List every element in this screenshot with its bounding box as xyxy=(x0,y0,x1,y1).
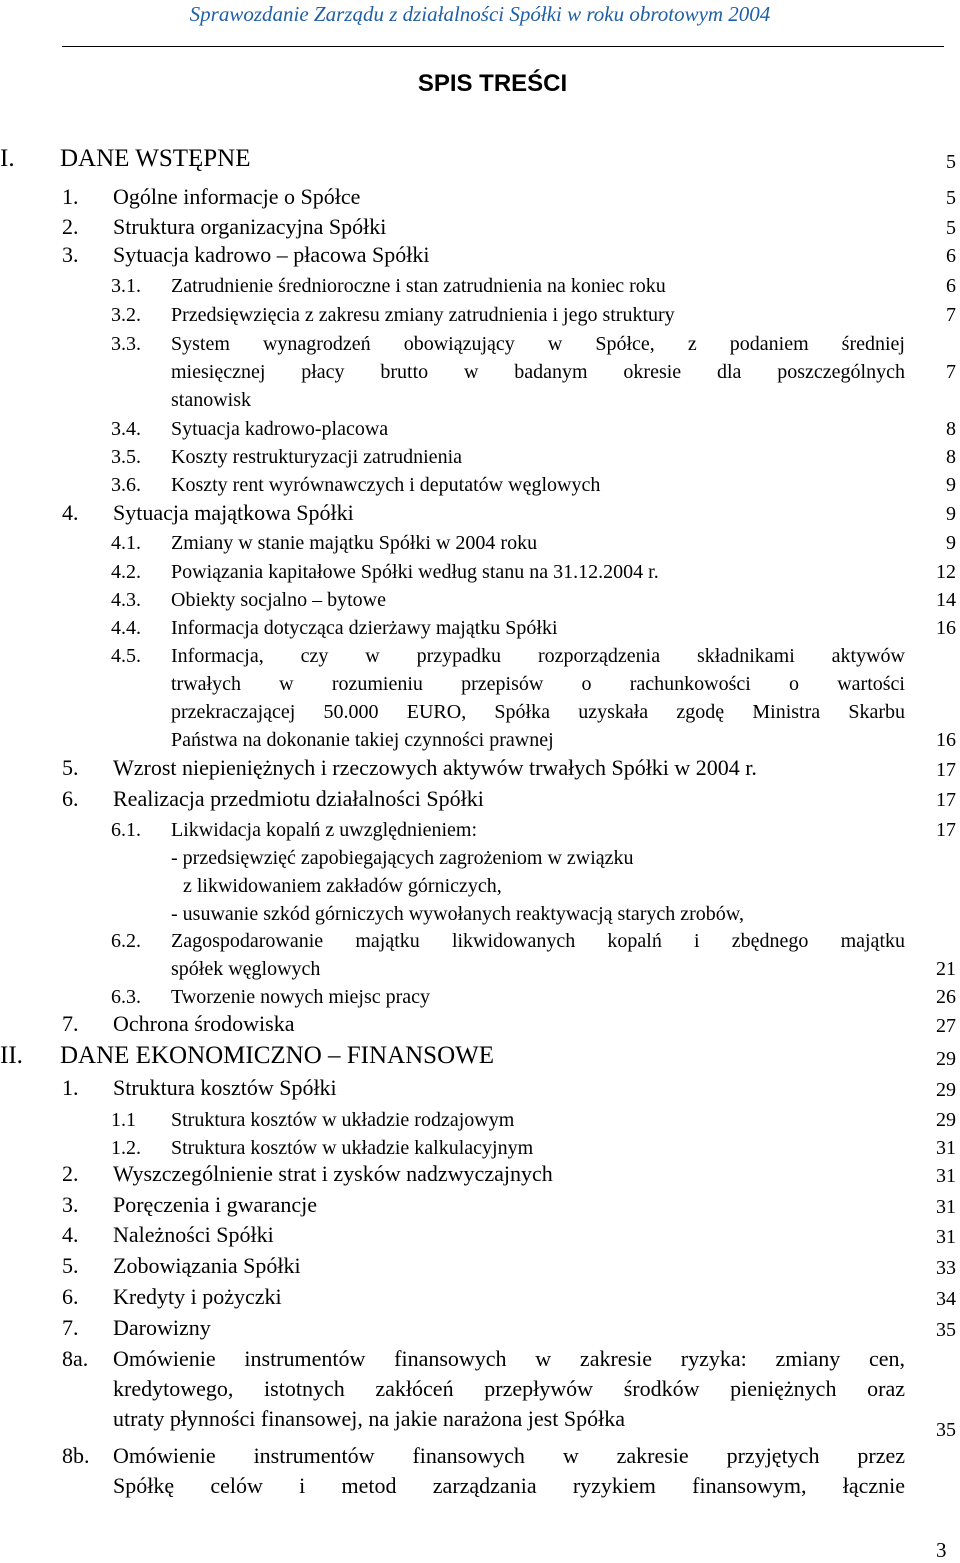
toc-entry-page: 9 xyxy=(946,532,956,554)
toc-entry-number: 3.5. xyxy=(111,446,141,468)
toc-entry-page: 17 xyxy=(936,759,956,781)
toc-entry-title-line: Tworzenie nowych miejsc pracy xyxy=(171,986,431,1008)
toc-entry-page: 9 xyxy=(946,474,956,496)
toc-entry-title-line: Obiekty socjalno – bytowe xyxy=(171,589,386,611)
page-title: SPIS TREŚCI xyxy=(417,70,568,97)
toc-entry-number: 6. xyxy=(62,786,79,811)
toc-entry-number: 3.3. xyxy=(111,333,141,355)
toc-entry-page: 7 xyxy=(946,304,956,326)
toc-entry-title-line: Zobowiązania Spółki xyxy=(113,1253,301,1278)
toc-entry-title-line: Poręczenia i gwarancje xyxy=(113,1192,317,1217)
toc-entry-title-line: Omówienie instrumentów finansowych w zakresie przyjętych przez xyxy=(113,1443,905,1468)
running-header: Sprawozdanie Zarządu z działalności Spółki w roku obrotowym 2004 xyxy=(189,2,771,26)
toc-entry-page: 33 xyxy=(936,1257,956,1279)
toc-entry-title-line: Ochrona środowiska xyxy=(113,1011,295,1036)
toc-entry-page: 17 xyxy=(936,789,956,811)
toc-entry-number: 4.1. xyxy=(111,532,141,554)
toc-entry-page: 16 xyxy=(936,617,956,639)
toc-entry-page: 21 xyxy=(936,958,956,980)
toc-entry-page: 8 xyxy=(946,418,956,440)
toc-entry-number: II. xyxy=(0,1042,23,1069)
toc-entry-page: 31 xyxy=(936,1226,956,1248)
toc-entry-number: 6. xyxy=(62,1284,79,1309)
toc-entry-title-line: Sytuacja kadrowo-placowa xyxy=(171,418,389,440)
toc-entry-page: 31 xyxy=(936,1165,956,1187)
toc-entry-title-line: przekraczającej 50.000 EURO, Spółka uzyskała zgodę Ministra Skarbu xyxy=(171,701,905,723)
toc-entry-page: 9 xyxy=(946,503,956,525)
toc-entry-page: 35 xyxy=(936,1419,956,1441)
toc-entry-title-line: System wynagrodzeń obowiązujący w Spółce, z podaniem średniej xyxy=(171,333,905,355)
toc-entry-title-line: Ogólne informacje o Spółce xyxy=(113,184,361,209)
toc-entry-page: 35 xyxy=(936,1319,956,1341)
toc-entry-title-line: Struktura organizacyjna Spółki xyxy=(113,214,387,239)
toc-entry-number: I. xyxy=(0,145,15,172)
toc-entry-number: 3. xyxy=(62,242,79,267)
toc-entry-title-line: Informacja dotycząca dzierżawy majątku Spółki xyxy=(171,617,558,639)
toc-entry-number: 8b. xyxy=(62,1443,90,1468)
toc-entry-number: 4. xyxy=(62,500,79,525)
toc-entry-title-line: Przedsięwzięcia z zakresu zmiany zatrudnienia i jego struktury xyxy=(171,304,675,326)
toc-entry-number: 3. xyxy=(62,1192,79,1217)
toc-entry-page: 5 xyxy=(946,187,956,209)
toc-entry-title-line: kredytowego, istotnych zakłóceń przepływów środków pieniężnych oraz xyxy=(113,1376,905,1401)
page-number: 3 xyxy=(936,1538,947,1562)
toc-entry-title-line: - usuwanie szkód górniczych wywołanych reaktywacją starych zrobów, xyxy=(171,903,744,925)
toc-entry-title-line: Zmiany w stanie majątku Spółki w 2004 roku xyxy=(171,532,538,554)
toc-entry-page: 26 xyxy=(936,986,956,1008)
toc-entry-number: 5. xyxy=(62,1253,79,1278)
toc-entry-page: 12 xyxy=(936,561,956,583)
toc-entry-page: 29 xyxy=(936,1109,956,1131)
toc-entry-number: 1. xyxy=(62,184,79,209)
toc-entry-number: 7. xyxy=(62,1011,79,1036)
toc-entry-page: 7 xyxy=(946,361,956,383)
toc-entry-title-line: Likwidacja kopalń z uwzględnieniem: xyxy=(171,819,478,841)
toc-entry-number: 4. xyxy=(62,1222,79,1247)
toc-entry-title-line: Struktura kosztów w układzie rodzajowym xyxy=(171,1109,515,1131)
toc-entry-title-line: trwałych w rozumieniu przepisów o rachunkowości o wartości xyxy=(171,673,905,695)
toc-entry-number: 8a. xyxy=(62,1346,89,1371)
toc-entry-number: 4.4. xyxy=(111,617,141,639)
toc-entry-page: 29 xyxy=(936,1079,956,1101)
toc-entry-title-line: utraty płynności finansowej, na jakie narażona jest Spółka xyxy=(113,1406,625,1431)
toc-entry-title-line: miesięcznej płacy brutto w badanym okresie dla poszczególnych xyxy=(171,361,905,383)
toc-entry-title-line: Należności Spółki xyxy=(113,1222,274,1247)
toc-entry-page: 34 xyxy=(936,1288,956,1310)
toc-entry-page: 5 xyxy=(946,151,956,173)
toc-entry-title-line: Darowizny xyxy=(113,1315,211,1340)
toc-entry-title-line: Koszty restrukturyzacji zatrudnienia xyxy=(171,446,462,468)
toc-entry-title-line: spółek węglowych xyxy=(171,958,321,980)
toc-entry-title-line: Koszty rent wyrównawczych i deputatów węglowych xyxy=(171,474,601,496)
toc-entry-title-line: Powiązania kapitałowe Spółki według stanu na 31.12.2004 r. xyxy=(171,561,659,583)
toc-entry-title-line: Realizacja przedmiotu działalności Spółki xyxy=(113,786,484,811)
header-rule xyxy=(62,46,944,47)
toc-entry-number: 1. xyxy=(62,1075,79,1100)
toc-entry-page: 17 xyxy=(936,819,956,841)
toc-entry-number: 2. xyxy=(62,214,79,239)
toc-entry-page: 31 xyxy=(936,1196,956,1218)
toc-entry-title-line: Sytuacja majątkowa Spółki xyxy=(113,500,354,525)
toc-entry-number: 4.5. xyxy=(111,645,141,667)
toc-entry-title-line: DANE EKONOMICZNO – FINANSOWE xyxy=(60,1042,494,1069)
toc-entry-number: 4.3. xyxy=(111,589,141,611)
toc-entry-page: 29 xyxy=(936,1048,956,1070)
toc-entry-number: 1.1 xyxy=(111,1109,136,1131)
toc-entry-title-line: Wyszczególnienie strat i zysków nadzwyczajnych xyxy=(113,1161,553,1186)
toc-entry-title-line: Państwa na dokonanie takiej czynności prawnej xyxy=(171,729,554,751)
toc-entry-title-line: Struktura kosztów Spółki xyxy=(113,1075,337,1100)
toc-entry-number: 4.2. xyxy=(111,561,141,583)
toc-entry-title-line: - przedsięwzięć zapobiegających zagrożeniom w związku xyxy=(171,847,634,869)
toc-entry-page: 16 xyxy=(936,729,956,751)
toc-entry-title-line: stanowisk xyxy=(171,389,251,411)
toc-entry-title-line: Kredyty i pożyczki xyxy=(113,1284,282,1309)
toc-entry-title-line: Zatrudnienie średnioroczne i stan zatrudnienia na koniec roku xyxy=(171,275,666,297)
toc-entry-page: 6 xyxy=(946,245,956,267)
toc-entry-number: 6.3. xyxy=(111,986,141,1008)
toc-entry-title-line: DANE WSTĘPNE xyxy=(60,145,251,172)
toc-entry-number: 6.1. xyxy=(111,819,141,841)
toc-entry-title-line: Struktura kosztów w układzie kalkulacyjnym xyxy=(171,1137,534,1159)
toc-entry-page: 8 xyxy=(946,446,956,468)
toc-entry-number: 7. xyxy=(62,1315,79,1340)
toc-entry-number: 3.2. xyxy=(111,304,141,326)
toc-entry-number: 1.2. xyxy=(111,1137,141,1159)
toc-entry-number: 5. xyxy=(62,755,79,780)
toc-entry-number: 3.6. xyxy=(111,474,141,496)
toc-entry-page: 14 xyxy=(936,589,956,611)
toc-entry-page: 27 xyxy=(936,1015,956,1037)
toc-entry-number: 3.4. xyxy=(111,418,141,440)
toc-entry-page: 5 xyxy=(946,217,956,239)
toc-entry-title-line: z likwidowaniem zakładów górniczych, xyxy=(183,875,502,897)
toc-entry-title-line: Spółkę celów i metod zarządzania ryzykiem finansowym, łącznie xyxy=(113,1473,905,1498)
toc-entry-title-line: Wzrost niepieniężnych i rzeczowych aktywów trwałych Spółki w 2004 r. xyxy=(113,755,757,780)
toc-entry-number: 6.2. xyxy=(111,930,141,952)
toc-entry-page: 31 xyxy=(936,1137,956,1159)
toc-entry-title-line: Zagospodarowanie majątku likwidowanych kopalń i zbędnego majątku xyxy=(171,930,905,952)
toc-entry-number: 3.1. xyxy=(111,275,141,297)
toc-entry-page: 6 xyxy=(946,275,956,297)
toc-entry-number: 2. xyxy=(62,1161,79,1186)
toc-entry-title-line: Omówienie instrumentów finansowych w zakresie ryzyka: zmiany cen, xyxy=(113,1346,905,1371)
toc-entry-title-line: Informacja, czy w przypadku rozporządzenia składnikami aktywów xyxy=(171,645,905,667)
toc-entry-title-line: Sytuacja kadrowo – płacowa Spółki xyxy=(113,242,430,267)
